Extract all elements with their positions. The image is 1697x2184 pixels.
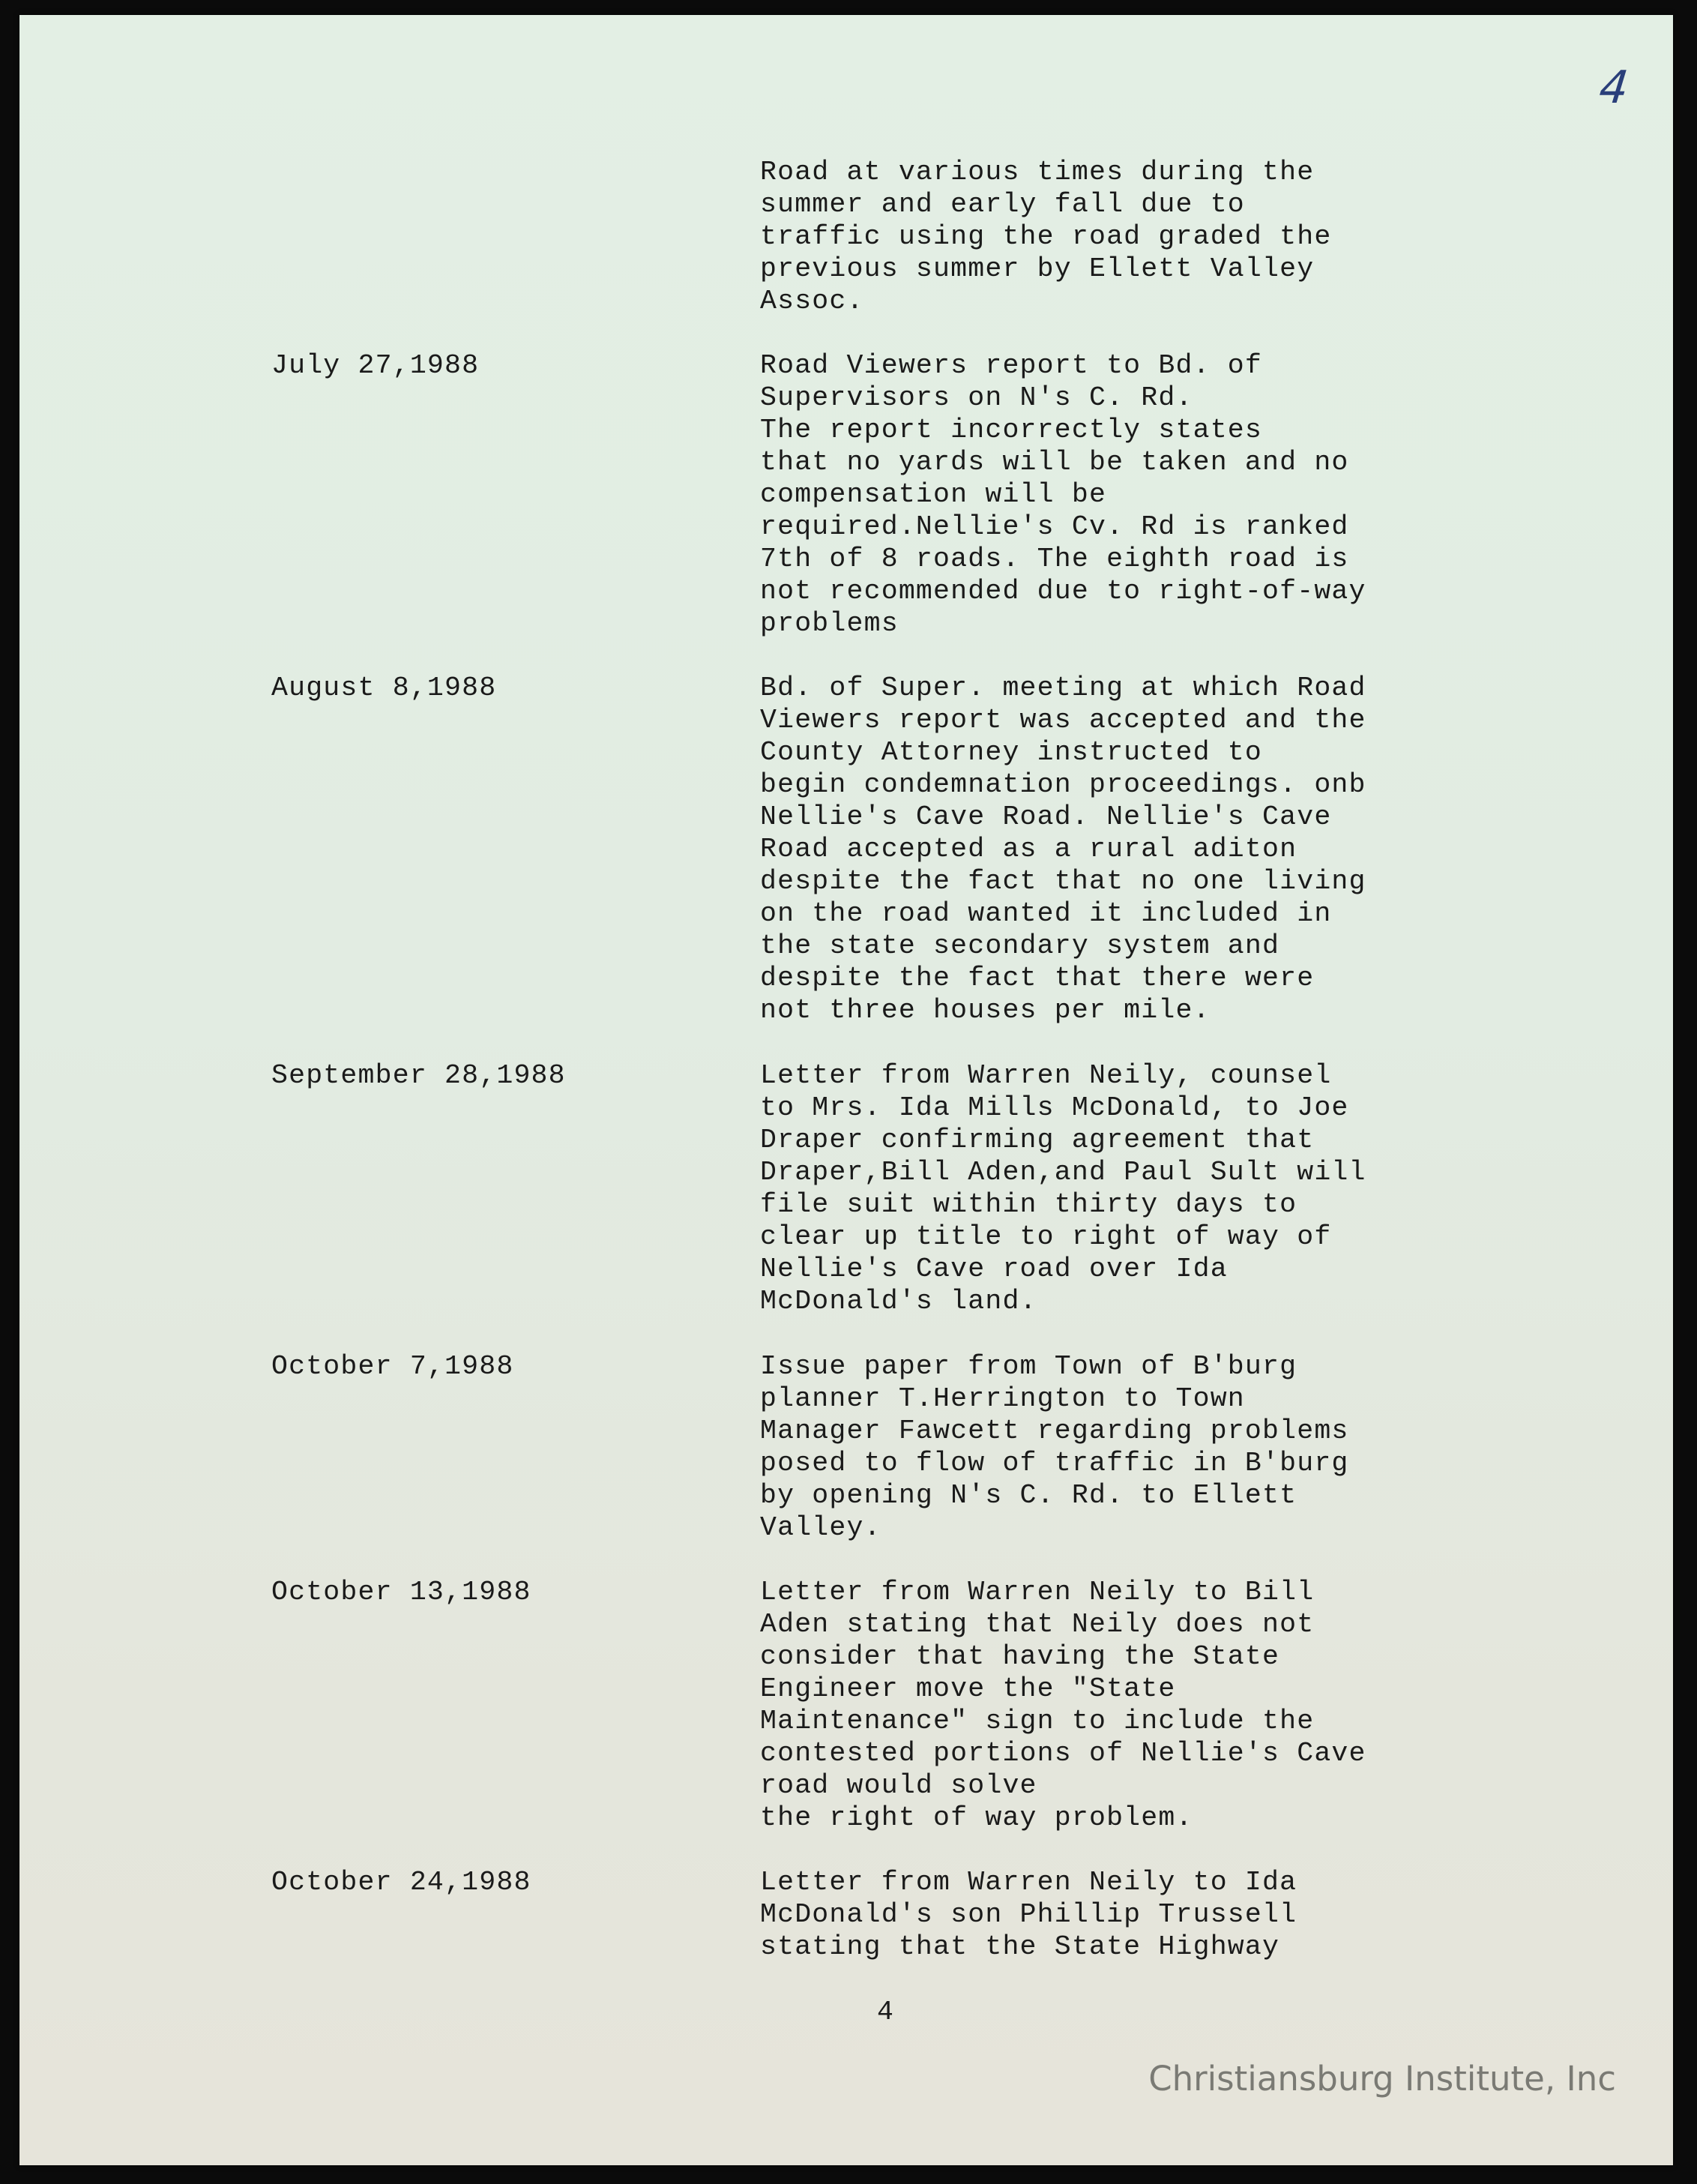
entry-6-date: October 24,1988 xyxy=(271,1867,531,1898)
entry-2-date: August 8,1988 xyxy=(271,673,497,703)
watermark: Christiansburg Institute, Inc xyxy=(1148,2059,1616,2099)
entry-6-description: Letter from Warren Neily to Ida McDonald's son Phillip Trussell stating that the State Highway xyxy=(760,1867,1297,1962)
handwritten-page-number: 4 xyxy=(1597,61,1631,114)
entry-1-description: Road Viewers report to Bd. of Supervisors on N's C. Rd. The report incorrectly states that no yards will be taken and no compensation will be required.Nellie's Cv. Rd is ranked 7th of 8 roads. The eighth road is not recommended due to right-of-way problems xyxy=(760,350,1366,639)
entry-4-description: Issue paper from Town of B'burg planner T.Herrington to Town Manager Fawcett regarding problems posed to flow of traffic in B'burg by opening N's C. Rd. to Ellett Valley. xyxy=(760,1351,1349,1543)
entry-4-date: October 7,1988 xyxy=(271,1351,514,1382)
entry-1-date: July 27,1988 xyxy=(271,350,480,381)
footer-page-number: 4 xyxy=(877,1997,895,2027)
entry-5-description: Letter from Warren Neily to Bill Aden stating that Neily does not consider that having the State Engineer move the "State Maintenance" sign to include the contested portions of Nellie's Cave road would solve the right of way problem. xyxy=(760,1577,1366,1833)
entry-5-date: October 13,1988 xyxy=(271,1577,531,1607)
document-page xyxy=(19,15,1673,2165)
entry-3-date: September 28,1988 xyxy=(271,1060,566,1091)
entry-3-description: Letter from Warren Neily, counsel to Mrs. Ida Mills McDonald, to Joe Draper confirming agreement that Draper,Bill Aden,and Paul Sult will file suit within thirty days to clear up title to right of way of Nellie's Cave road over Ida McDonald's land. xyxy=(760,1060,1366,1317)
entry-2-description: Bd. of Super. meeting at which Road Viewers report was accepted and the County Attorney instructed to begin condemnation proceedings. onb Nellie's Cave Road. Nellie's Cave Road accepted as a rural aditon despite the fact that no one living on the road wanted it included in the state secondary system and despite the fact that there were not three houses per mile. xyxy=(760,673,1366,1026)
entry-0-description: Road at various times during the summer and early fall due to traffic using the road graded the previous summer by Ellett Valley Assoc. xyxy=(760,157,1332,316)
